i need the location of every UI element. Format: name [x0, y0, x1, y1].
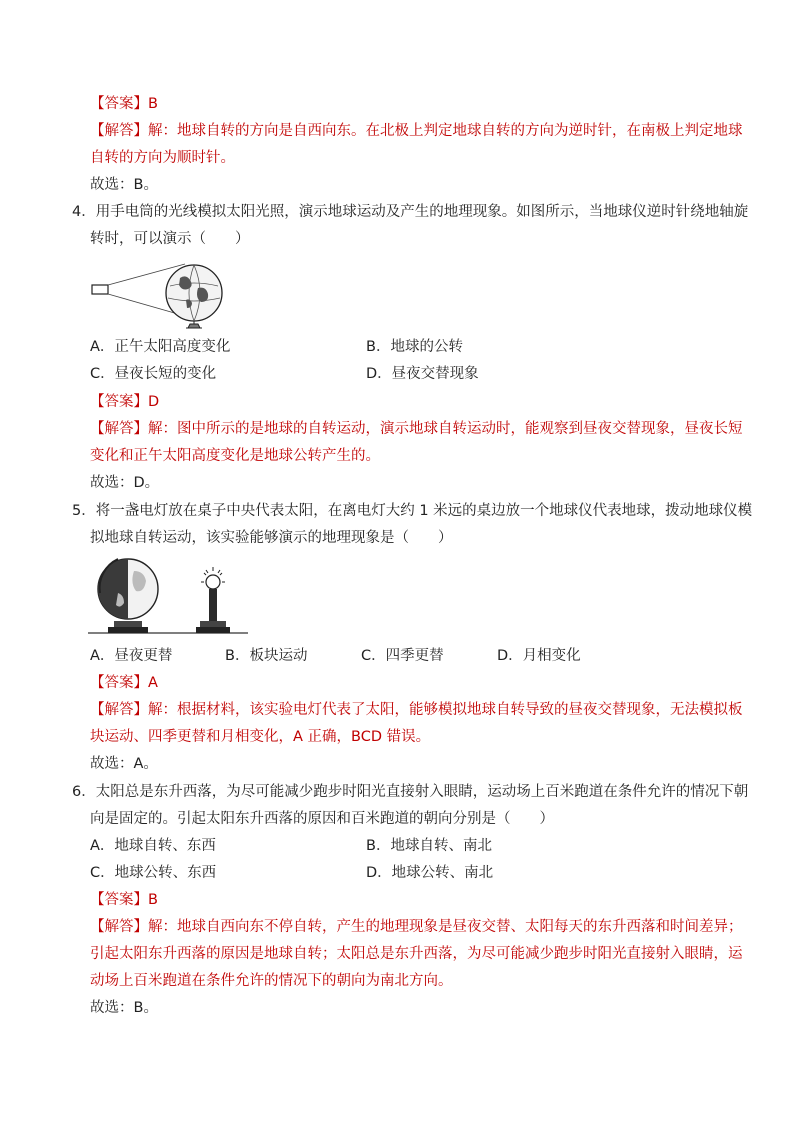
analysis-text: 解：图中所示的是地球的自转运动，演示地球自转运动时，能观察到昼夜交替现象，昼夜长短 [148, 421, 743, 437]
analysis-line [90, 917, 743, 937]
option-c: C．地球公转、东西 [90, 865, 217, 881]
analysis-line [90, 700, 743, 720]
stem-text: 太阳总是东升西落，为尽可能减少跑步时阳光直接射入眼睛，运动场上百米跑道在条件允许的情况下朝 [95, 784, 749, 800]
question-stem [72, 782, 748, 802]
analysis-text: 引起太阳东升西落的原因是地球自转；太阳总是东升西落，为尽可能减少跑步时阳光直接射入眼睛，运 [90, 946, 743, 962]
globe-icon [166, 265, 222, 328]
analysis-tag: 【解答】 [90, 421, 148, 437]
globe-icon [98, 559, 158, 633]
analysis-text: 自转的方向为顺时针。 [90, 150, 235, 166]
option-a: A．正午太阳高度变化 [90, 339, 231, 355]
analysis-text: 动场上百米跑道在条件允许的情况下的朝向为南北方向。 [90, 973, 453, 989]
question-stem [72, 501, 752, 521]
stem-text: 拟地球自转运动，该实验能够演示的地理现象是（ ） [90, 530, 453, 546]
option-c: C．四季更替 [361, 648, 444, 664]
answer-tag: 【答案】 [90, 96, 148, 112]
stem-text: 用手电筒的光线模拟太阳光照，演示地球运动及产生的地理现象。如图所示，当地球仪逆时针绕地轴旋 [95, 204, 749, 220]
answer-line [90, 94, 158, 114]
lamp-icon [196, 567, 230, 633]
option-d: D．地球公转、南北 [366, 865, 494, 881]
answer-tag: 【答案】 [90, 394, 148, 410]
option-c: C．昼夜长短的变化 [90, 366, 217, 382]
conclusion: 故选：A。 [90, 756, 158, 772]
analysis-text: 解：根据材料，该实验电灯代表了太阳，能够模拟地球自转导致的昼夜交替现象，无法模拟板 [148, 702, 743, 718]
flashlight-icon [92, 285, 108, 294]
analysis-text: 块运动、四季更替和月相变化，A 正确，BCD 错误。 [90, 729, 431, 745]
analysis-tag: 【解答】 [90, 123, 148, 139]
analysis-text: 解：地球自西向东不停自转，产生的地理现象是昼夜交替、太阳每天的东升西落和时间差异； [148, 919, 743, 935]
answer-tag: 【答案】 [90, 892, 148, 908]
answer-value: B [148, 892, 158, 908]
answer-line [90, 890, 158, 910]
option-d: D．月相变化 [497, 648, 581, 664]
answer-line [90, 673, 158, 693]
lamp-globe-figure [88, 553, 248, 635]
option-d: D．昼夜交替现象 [366, 366, 479, 382]
question-number: 6． [72, 784, 96, 800]
option-b: B．地球自转、南北 [366, 838, 492, 854]
answer-tag: 【答案】 [90, 675, 148, 691]
option-a: A．地球自转、东西 [90, 838, 216, 854]
answer-line [90, 392, 159, 412]
conclusion: 故选：D。 [90, 475, 160, 491]
analysis-text: 变化和正午太阳高度变化是地球公转产生的。 [90, 448, 380, 464]
option-b: B．板块运动 [225, 648, 308, 664]
stem-text: 向是固定的。引起太阳东升西落的原因和百米跑道的朝向分别是（ ） [90, 811, 554, 827]
stem-text: 将一盏电灯放在桌子中央代表太阳，在离电灯大约 1 米远的桌边放一个地球仪代表地球，拨动地球仪模 [95, 503, 753, 519]
question-stem [72, 202, 748, 222]
flashlight-globe-figure [90, 258, 225, 330]
answer-value: A [148, 675, 158, 691]
conclusion: 故选：B。 [90, 1000, 158, 1016]
analysis-tag: 【解答】 [90, 702, 148, 718]
analysis-line [90, 419, 743, 439]
answer-value: B [148, 96, 158, 112]
option-a: A．昼夜更替 [90, 648, 173, 664]
conclusion: 故选：B。 [90, 177, 158, 193]
question-number: 4． [72, 204, 96, 220]
option-b: B．地球的公转 [366, 339, 463, 355]
analysis-tag: 【解答】 [90, 919, 148, 935]
stem-text: 转时，可以演示（ ） [90, 231, 250, 247]
question-number: 5． [72, 503, 96, 519]
answer-value: D [148, 394, 160, 410]
analysis-text: 解：地球自转的方向是自西向东。在北极上判定地球自转的方向为逆时针，在南极上判定地球 [148, 123, 743, 139]
analysis-line [90, 121, 743, 141]
